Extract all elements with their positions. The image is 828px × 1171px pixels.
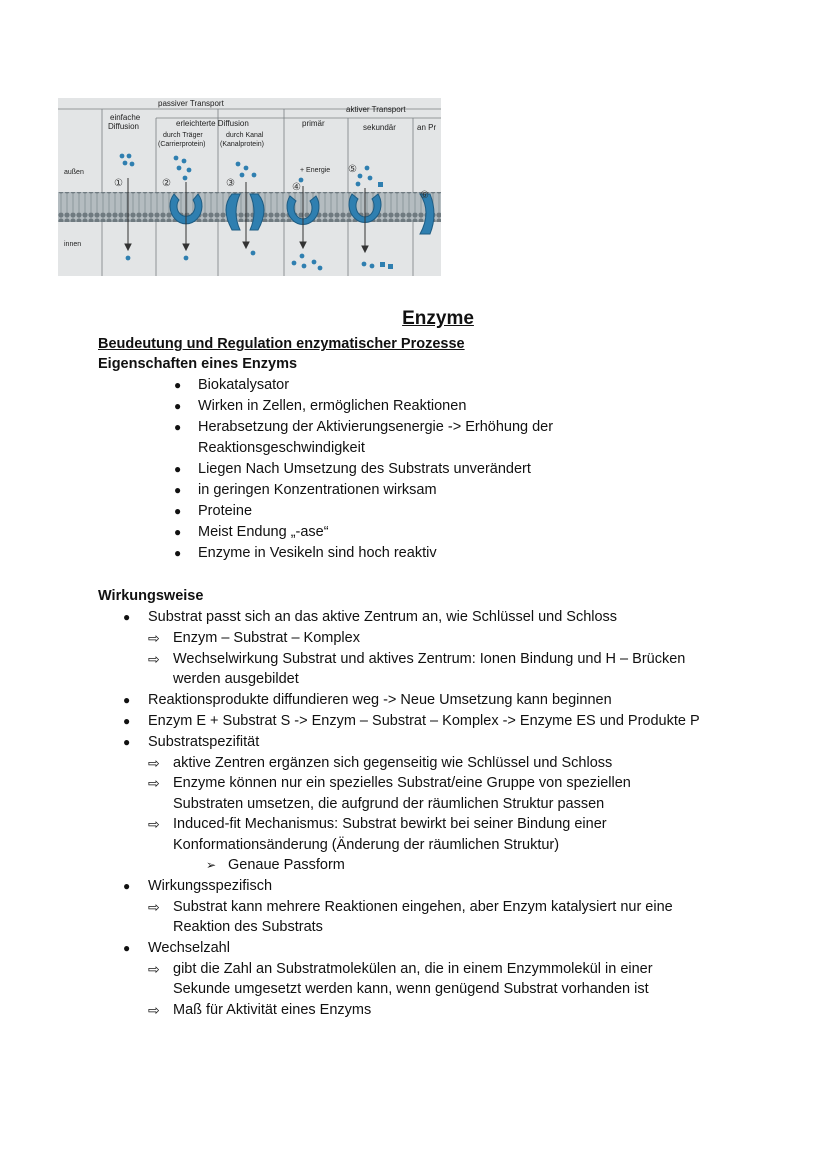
list-item: ● Wirken in Zellen, ermöglichen Reaktionen [98, 396, 738, 417]
fig-passive: passiver Transport [158, 99, 224, 108]
arrow-icon: ⇨ [148, 960, 160, 977]
sub-item-continuation: werden ausgebildet [173, 671, 299, 687]
bullet-icon: ● [123, 692, 131, 707]
fig-marker-2: ② [162, 178, 171, 189]
mode-list [98, 607, 738, 1020]
list-item: ● in geringen Konzentrationen wirksam [98, 480, 738, 501]
membrane-transport-figure [58, 98, 441, 276]
sub-item: ⇨ Maß für Aktivität eines Enzyms [98, 1000, 738, 1021]
fig-cut: an Pr [417, 123, 437, 132]
sub-item-continuation: Substraten umsetzen, die aufgrund der räumlichen Struktur passen [173, 795, 605, 812]
bullet-icon: ● [123, 713, 131, 728]
bullet-icon: ● [174, 525, 182, 539]
list-item: ● Enzym E + Substrat S -> Enzym – Substrat – Komplex -> Enzyme ES und Produkte P [98, 711, 738, 732]
fig-channel-1: durch Kanal [226, 132, 264, 139]
list-item-continuation: Reaktionsgeschwindigkeit [198, 440, 365, 456]
fig-channel-2: (Kanalprotein) [220, 141, 264, 148]
properties-list [98, 375, 738, 564]
fig-energy: + Energie [300, 167, 331, 174]
fig-marker-4: ④ [292, 182, 301, 193]
arrow-icon: ⇨ [148, 650, 160, 667]
list-item: ● Liegen Nach Umsetzung des Substrats unverändert [98, 459, 738, 480]
fig-marker-3: ③ [226, 178, 235, 189]
list-item: ● Biokatalysator [98, 375, 738, 396]
sub-item-continuation: Sekunde umgesetzt werden kann, wenn genügend Substrat vorhanden ist [173, 981, 649, 997]
bullet-icon: ● [174, 504, 182, 518]
bullet-icon: ● [123, 940, 131, 955]
bullet-icon: ● [174, 378, 182, 392]
bullet-icon: ● [174, 399, 182, 413]
sub-item: ⇨ gibt die Zahl an Substratmolekülen an, die in einem Enzymmolekül in einer [98, 959, 738, 980]
fig-marker-1: ① [114, 178, 123, 189]
fig-marker-6: ⑥ [420, 190, 429, 201]
arrow-icon: ⇨ [148, 630, 160, 646]
list-item: ● Proteine [98, 501, 738, 522]
fig-active: aktiver Transport [346, 105, 406, 114]
fig-inside: innen [64, 241, 82, 248]
document-body [98, 308, 738, 1020]
membrane-bilayer [58, 192, 441, 222]
bullet-icon: ● [123, 878, 131, 893]
properties-heading: Eigenschaften eines Enzyms [98, 356, 298, 372]
bullet-icon: ● [174, 483, 182, 497]
bullet-icon: ● [123, 734, 131, 749]
sub-sub-item: ➢ Genaue Passform [98, 855, 738, 876]
fig-carrier-2: (Carrierprotein) [158, 141, 206, 148]
page-title: Enzyme [402, 308, 474, 329]
arrowhead-icon: ➢ [206, 858, 217, 872]
bullet-icon: ● [174, 546, 182, 560]
list-item: ● Substrat passt sich an das aktive Zentrum an, wie Schlüssel und Schloss [98, 607, 738, 628]
arrow-icon: ⇨ [148, 775, 160, 791]
fig-simple-2: Diffusion [108, 122, 139, 131]
fig-carrier-1: durch Träger [163, 132, 203, 139]
sub-item: ⇨ Wechselwirkung Substrat und aktives Zentrum: Ionen Bindung und H – Brücken [98, 649, 738, 670]
list-item: ● Substratspezifität [98, 732, 738, 753]
sub-item: ⇨ Enzyme können nur ein spezielles Substrat/eine Gruppe von speziellen [98, 773, 738, 794]
arrow-icon: ⇨ [148, 898, 160, 915]
fig-marker-5: ⑤ [348, 164, 357, 175]
fig-simple-1: einfache [110, 113, 141, 122]
fig-outside: außen [64, 169, 84, 176]
mode-heading: Wirkungsweise [98, 588, 204, 604]
section-subtitle: Beudeutung und Regulation enzymatischer Prozesse [98, 336, 465, 352]
fig-facilitated: erleichterte Diffusion [176, 119, 249, 128]
bullet-icon: ● [123, 610, 131, 624]
sub-item-continuation: Reaktion des Substrats [173, 919, 323, 935]
fig-primary: primär [302, 119, 325, 128]
arrow-icon: ⇨ [148, 1001, 160, 1018]
arrow-icon: ⇨ [148, 754, 160, 771]
list-item: ● Wechselzahl [98, 938, 738, 959]
list-item: ● Herabsetzung der Aktivierungsenergie -> Erhöhung der [98, 417, 738, 438]
sub-item: ⇨ Substrat kann mehrere Reaktionen eingehen, aber Enzym katalysiert nur eine [98, 897, 738, 918]
bullet-icon: ● [174, 462, 182, 476]
list-item: ● Meist Endung „-ase“ [98, 522, 738, 543]
bullet-icon: ● [174, 420, 182, 434]
sub-item: ⇨ Induced-fit Mechanismus: Substrat bewirkt bei seiner Bindung einer [98, 814, 738, 835]
sub-item-continuation: Konformationsänderung (Änderung der räumlichen Struktur) [173, 836, 560, 853]
list-item: ● Wirkungsspezifisch [98, 876, 738, 897]
sub-item: ⇨ aktive Zentren ergänzen sich gegenseitig wie Schlüssel und Schloss [98, 753, 738, 774]
list-item: ● Enzyme in Vesikeln sind hoch reaktiv [98, 543, 738, 564]
arrow-icon: ⇨ [148, 816, 160, 832]
fig-secondary: sekundär [363, 123, 396, 132]
list-item: ● Reaktionsprodukte diffundieren weg -> Neue Umsetzung kann beginnen [98, 690, 738, 711]
sub-item: ⇨ Enzym – Substrat – Komplex [98, 628, 738, 649]
